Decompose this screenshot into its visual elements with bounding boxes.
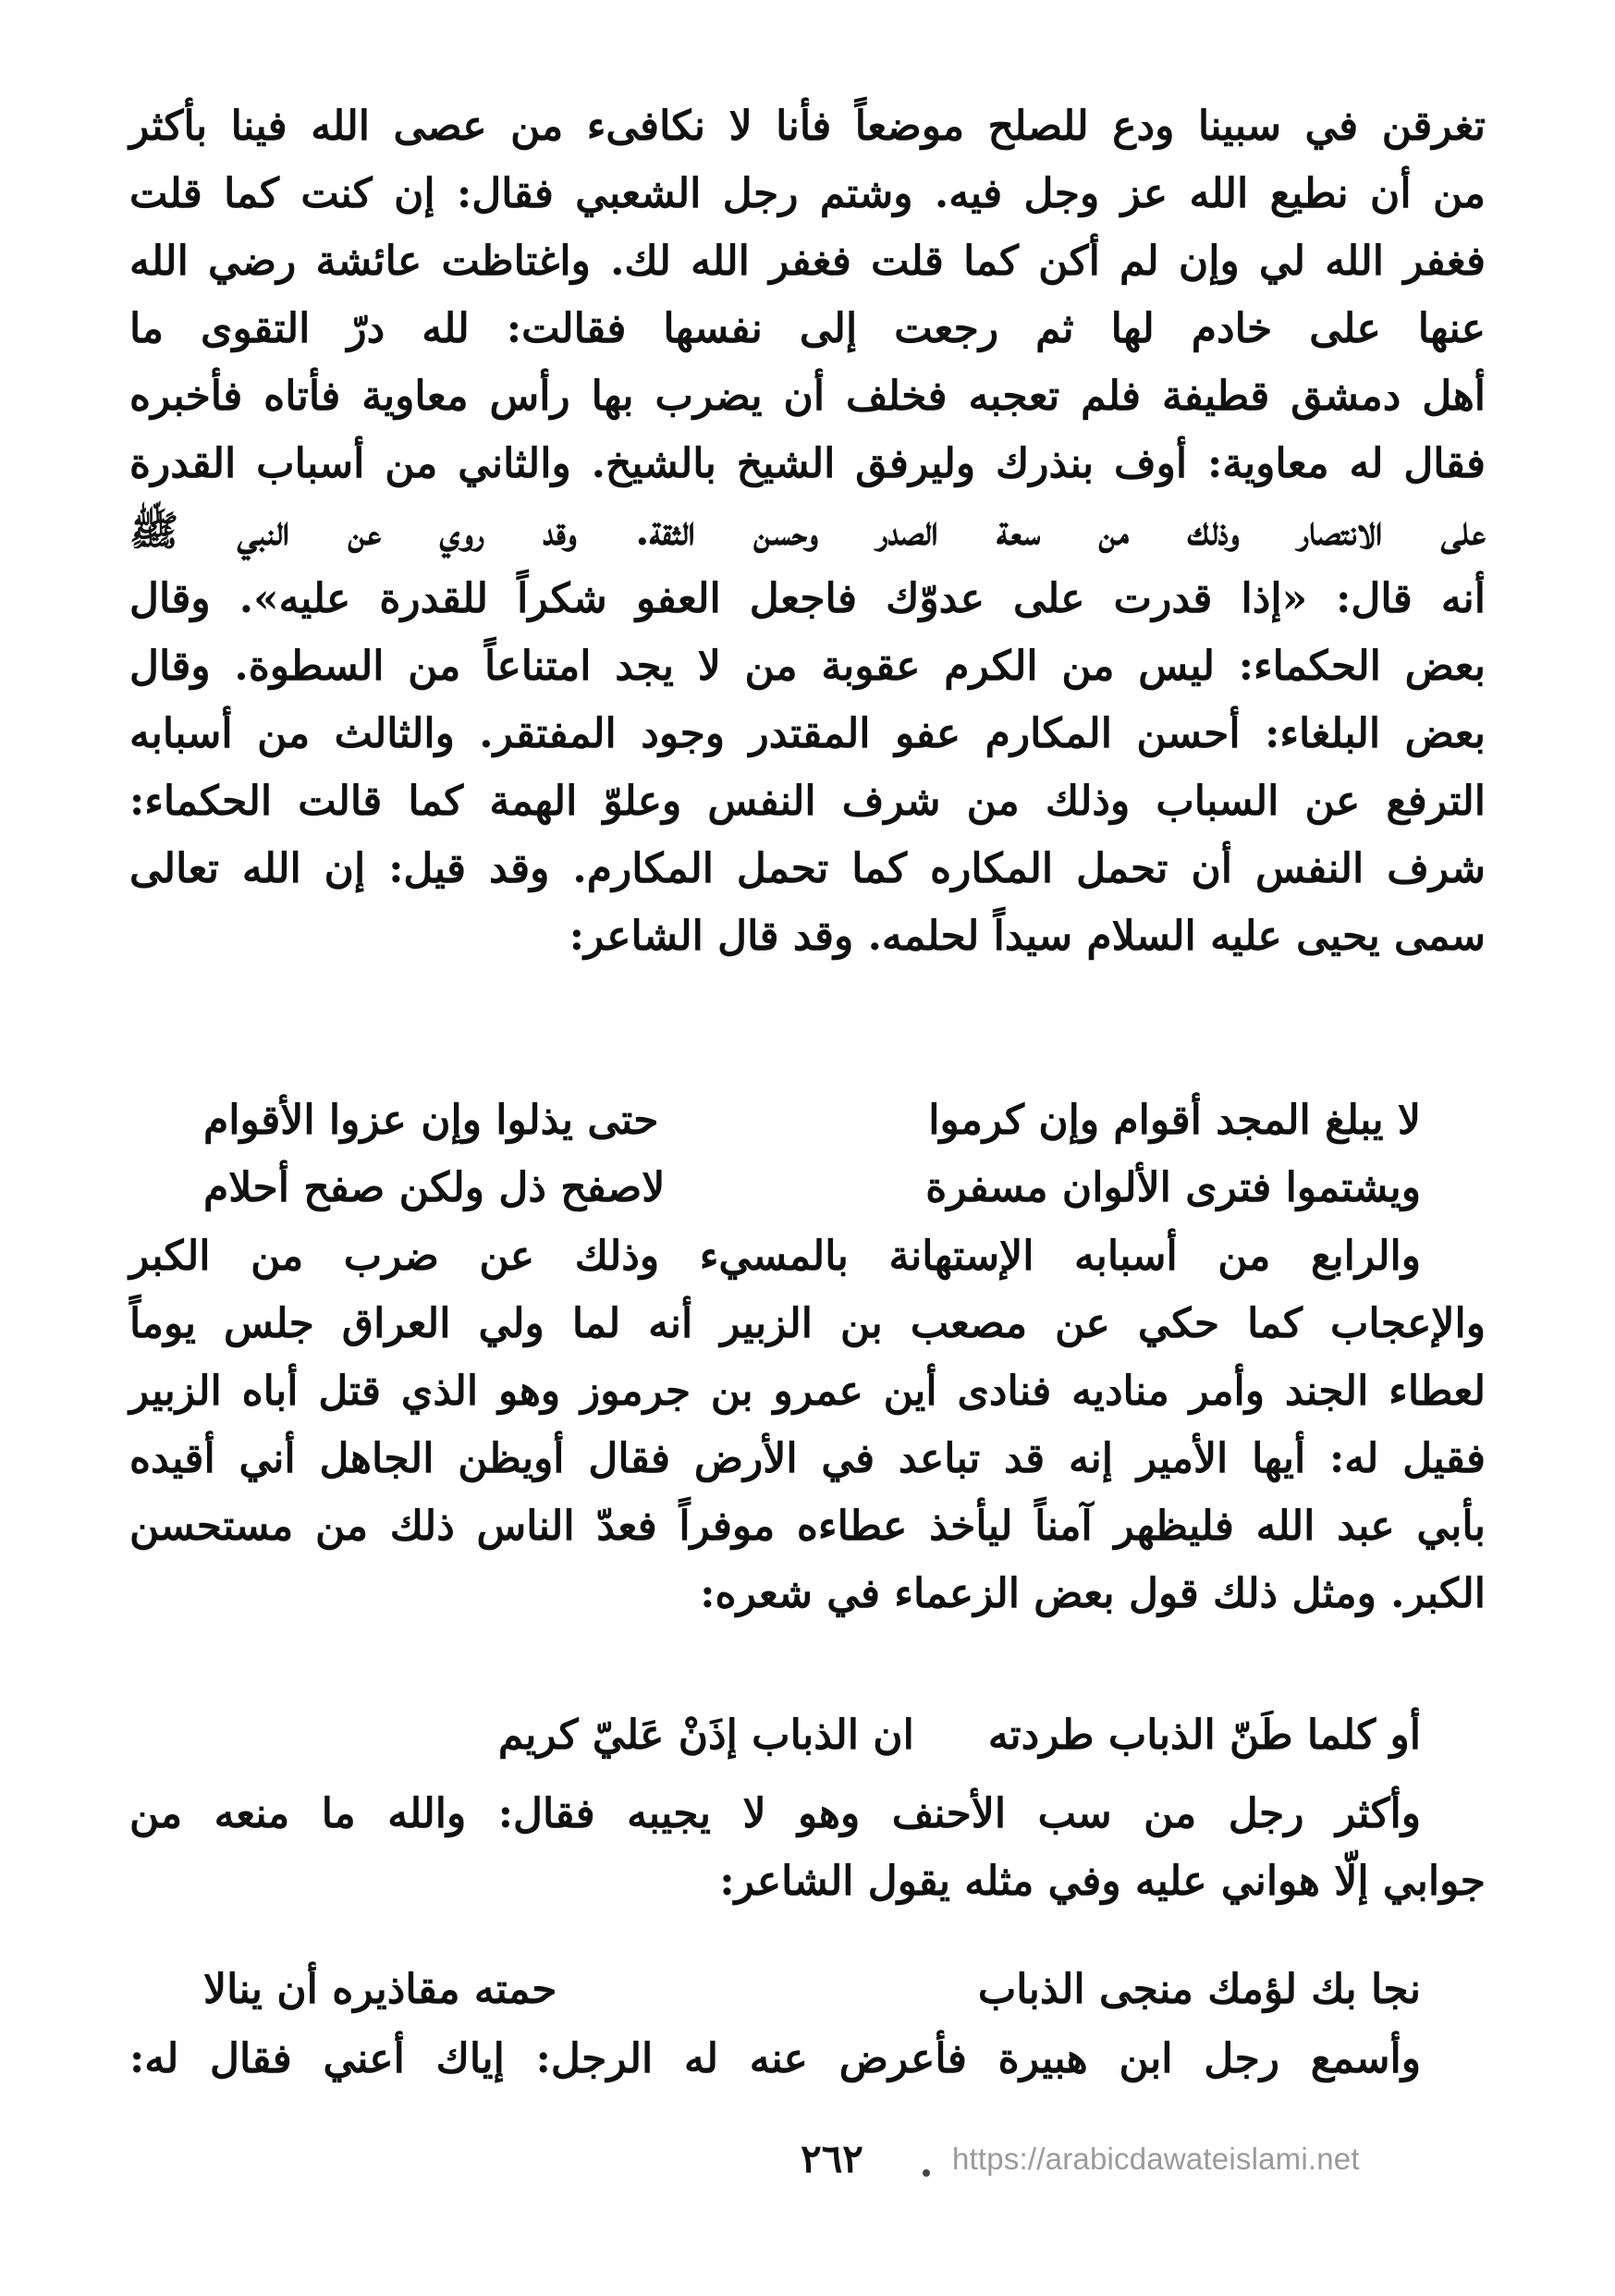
text-line: الترفع عن السباب وذلك من شرف النفس وعلوّ الهمة كما قالت الحكماء: — [129, 778, 1486, 825]
verse-first-hemistich: أو كلما طَنّ الذباب طردته — [987, 1712, 1421, 1759]
text-line: تغرقن في سبينا ودع للصلح موضعاً فأنا لا نكافىء من عصى الله فينا بأكثر — [129, 103, 1486, 150]
text-line: بأبي عبد الله فليظهر آمناً ليأخذ عطاءه موفراً فعدّ الناس ذلك من مستحسن — [129, 1503, 1486, 1550]
text-line: وأكثر رجل من سب الأحنف وهو لا يجيبه فقال: والله ما منعه من — [129, 1790, 1421, 1837]
text-line: الكبر. ومثل ذلك قول بعض الزعماء في شعره: — [700, 1570, 1486, 1617]
text-line: على الانتصار وذلك من سعة الصدر وحسن الثقة. وقد روي عن النبي ﷺ — [129, 508, 1486, 555]
text-line: بعض البلغاء: أحسن المكارم عفو المقتدر وجود المفتقر. والثالث من أسبابه — [129, 710, 1486, 757]
verse-line — [129, 1154, 1486, 1222]
text-line: والإعجاب كما حكي عن مصعب بن الزبير أنه لما ولي العراق جلس يوماً — [129, 1300, 1486, 1347]
verse-first-hemistich: نجا بك لؤمك منجى الذباب — [977, 1966, 1421, 2013]
paragraph-1 — [129, 92, 1486, 970]
text-line: وأسمع رجل ابن هبيرة فأعرض عنه له الرجل: إياك أعني فقال له: — [129, 2035, 1421, 2082]
verse-second-hemistich: حتى يذلوا وإن عزوا الأقوام — [203, 1097, 659, 1144]
verse-2 — [129, 1701, 1486, 1769]
verse-3 — [129, 1956, 1486, 2023]
verse-line — [129, 1087, 1486, 1154]
website-watermark: https://arabicdawateislami.net — [952, 2142, 1360, 2176]
paragraph-4 — [129, 2025, 1486, 2093]
text-line: جوابي إلّا هواني عليه وفي مثله يقول الشاعر: — [719, 1858, 1486, 1905]
verse-second-hemistich: حمته مقاذيره أن ينالا — [203, 1966, 557, 2013]
text-line: عنها على خادم لها ثم رجعت إلى نفسها فقالت: لله درّ التقوى ما — [129, 305, 1486, 352]
paragraph-2 — [129, 1222, 1486, 1627]
text-line: من أن نطيع الله عز وجل فيه. وشتم رجل الشعبي فقال: إن كنت كما قلت — [129, 170, 1487, 217]
text-line: فقال له معاوية: أوف بنذرك وليرفق الشيخ بالشيخ. والثاني من أسباب القدرة — [129, 440, 1486, 487]
dot-separator — [923, 2169, 930, 2177]
verse-line — [129, 1701, 1486, 1769]
text-line: فقيل له: أيها الأمير إنه قد تباعد في الأرض فقال أويظن الجاهل أني أقيده — [129, 1435, 1486, 1482]
verse-first-hemistich: ويشتموا فترى الألوان مسفرة — [925, 1164, 1421, 1211]
text-line: والرابع من أسبابه الإستهانة بالمسيء وذلك عن ضرب من الكبر — [129, 1233, 1421, 1280]
verse-second-hemistich: لاصفح ذل ولكن صفح أحلام — [203, 1164, 666, 1211]
page-number: ٢٦٢ — [801, 2136, 863, 2181]
paragraph-3 — [129, 1780, 1486, 1915]
text-line: أنه قال: «إذا قدرت على عدوّك فاجعل العفو شكراً للقدرة عليه». وقال — [129, 575, 1486, 622]
text-line: أهل دمشق قطيفة فلم تعجبه فخلف أن يضرب بها رأس معاوية فأتاه فأخبره — [129, 373, 1486, 420]
text-line: شرف النفس أن تحمل المكاره كما تحمل المكارم. وقد قيل: إن الله تعالى — [129, 845, 1486, 892]
text-line: لعطاء الجند وأمر مناديه فنادى أين عمرو بن جرموز وهو الذي قتل أباه الزبير — [129, 1368, 1486, 1415]
text-line: بعض الحكماء: ليس من الكرم عقوبة من لا يجد امتناعاً من السطوة. وقال — [129, 643, 1486, 690]
verse-second-hemistich: ان الذباب إذَنْ عَليّ كريم — [497, 1712, 914, 1759]
text-line: فغفر الله لي وإن لم أكن كما قلت فغفر الله لك. واغتاظت عائشة رضي الله — [129, 238, 1487, 285]
verse-1 — [129, 1087, 1486, 1222]
verse-first-hemistich: لا يبلغ المجد أقوام وإن كرموا — [928, 1097, 1421, 1144]
verse-line — [129, 1956, 1486, 2023]
text-line: سمى يحيى عليه السلام سيداً لحلمه. وقد قال الشاعر: — [569, 913, 1486, 960]
